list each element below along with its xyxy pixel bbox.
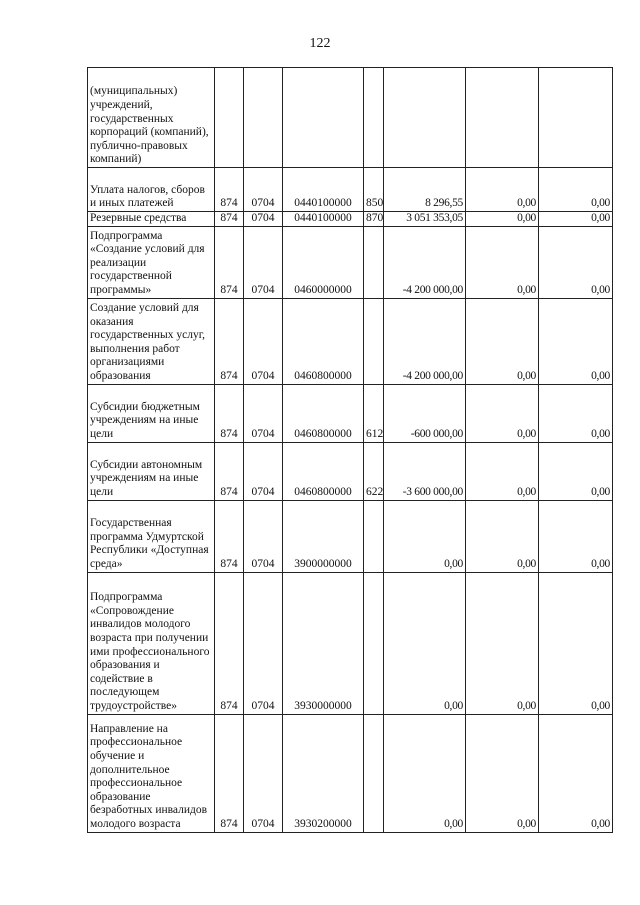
row-name-cell: Субсидии бюджетным учреждениям на иные цели [88,384,215,442]
row-name-cell: Резервные средства [88,212,215,227]
ministry-code-cell: 874 [215,212,244,227]
section-code-cell: 0704 [244,384,283,442]
amount-second-year-cell: 0,00 [539,714,613,832]
target-article-cell: 0460800000 [283,298,364,384]
row-name-cell: Направление на профессиональное обучение и дополнительное профессиональное образование безработных инвалидов молодого возраста [88,714,215,832]
target-article-cell: 3900000000 [283,500,364,572]
ministry-code-cell [215,68,244,168]
section-code-cell: 0704 [244,572,283,714]
row-name-cell: (муниципальных) учреждений, государственных корпораций (компаний), публично-правовых компаний) [88,68,215,168]
amount-cell: -600 000,00 [384,384,466,442]
table-row [88,168,613,212]
target-article-cell: 0460800000 [283,384,364,442]
table-body [88,68,613,833]
amount-next-year-cell: 0,00 [466,384,539,442]
amount-second-year-cell: 0,00 [539,226,613,298]
ministry-code-cell: 874 [215,168,244,212]
ministry-code-cell: 874 [215,572,244,714]
section-code-cell: 0704 [244,168,283,212]
row-name-cell: Уплата налогов, сборов и иных платежей [88,168,215,212]
expense-type-cell [364,572,384,714]
expense-type-cell [364,298,384,384]
amount-next-year-cell: 0,00 [466,572,539,714]
ministry-code-cell: 874 [215,442,244,500]
amount-cell: -4 200 000,00 [384,226,466,298]
row-name-cell: Подпрограмма «Сопровождение инвалидов молодого возраста при получении ими профессионального образования и содействие в последующем трудоустройстве» [88,572,215,714]
expense-type-cell: 612 [364,384,384,442]
ministry-code-cell: 874 [215,714,244,832]
expense-type-cell [364,226,384,298]
table-row [88,384,613,442]
target-article-cell: 0460000000 [283,226,364,298]
section-code-cell: 0704 [244,226,283,298]
table-row [88,68,613,168]
expense-type-cell: 870 [364,212,384,227]
row-name-cell: Создание условий для оказания государственных услуг, выполнения работ организациями образования [88,298,215,384]
expense-type-cell [364,68,384,168]
expense-type-cell: 850 [364,168,384,212]
section-code-cell: 0704 [244,298,283,384]
section-code-cell: 0704 [244,500,283,572]
table-row [88,226,613,298]
table-row [88,714,613,832]
target-article-cell: 3930000000 [283,572,364,714]
expense-type-cell [364,714,384,832]
amount-cell: -3 600 000,00 [384,442,466,500]
amount-cell: 3 051 353,05 [384,212,466,227]
amount-cell: 8 296,55 [384,168,466,212]
target-article-cell: 0440100000 [283,168,364,212]
page-number: 122 [309,36,331,51]
amount-second-year-cell: 0,00 [539,442,613,500]
amount-second-year-cell: 0,00 [539,500,613,572]
amount-next-year-cell: 0,00 [466,714,539,832]
table-row [88,442,613,500]
amount-second-year-cell: 0,00 [539,212,613,227]
table-row [88,212,613,227]
table-row [88,572,613,714]
target-article-cell [283,68,364,168]
expense-type-cell [364,500,384,572]
target-article-cell: 0440100000 [283,212,364,227]
amount-next-year-cell: 0,00 [466,298,539,384]
section-code-cell: 0704 [244,212,283,227]
target-article-cell: 3930200000 [283,714,364,832]
amount-cell: -4 200 000,00 [384,298,466,384]
target-article-cell: 0460800000 [283,442,364,500]
ministry-code-cell: 874 [215,298,244,384]
amount-cell: 0,00 [384,714,466,832]
row-name-cell: Подпрограмма «Создание условий для реализации государственной программы» [88,226,215,298]
table-row [88,500,613,572]
amount-second-year-cell: 0,00 [539,298,613,384]
amount-next-year-cell: 0,00 [466,500,539,572]
expense-type-cell: 622 [364,442,384,500]
section-code-cell: 0704 [244,714,283,832]
section-code-cell: 0704 [244,442,283,500]
amount-next-year-cell: 0,00 [466,442,539,500]
row-name-cell: Государственная программа Удмуртской Республики «Доступная среда» [88,500,215,572]
amount-next-year-cell: 0,00 [466,212,539,227]
ministry-code-cell: 874 [215,384,244,442]
amount-cell: 0,00 [384,500,466,572]
amount-second-year-cell: 0,00 [539,384,613,442]
section-code-cell [244,68,283,168]
amount-next-year-cell [466,68,539,168]
amount-second-year-cell: 0,00 [539,572,613,714]
ministry-code-cell: 874 [215,226,244,298]
row-name-cell: Субсидии автономным учреждениям на иные цели [88,442,215,500]
amount-cell: 0,00 [384,572,466,714]
ministry-code-cell: 874 [215,500,244,572]
amount-second-year-cell: 0,00 [539,168,613,212]
table-row [88,298,613,384]
amount-next-year-cell: 0,00 [466,168,539,212]
budget-table [87,67,613,833]
amount-second-year-cell [539,68,613,168]
amount-cell [384,68,466,168]
amount-next-year-cell: 0,00 [466,226,539,298]
